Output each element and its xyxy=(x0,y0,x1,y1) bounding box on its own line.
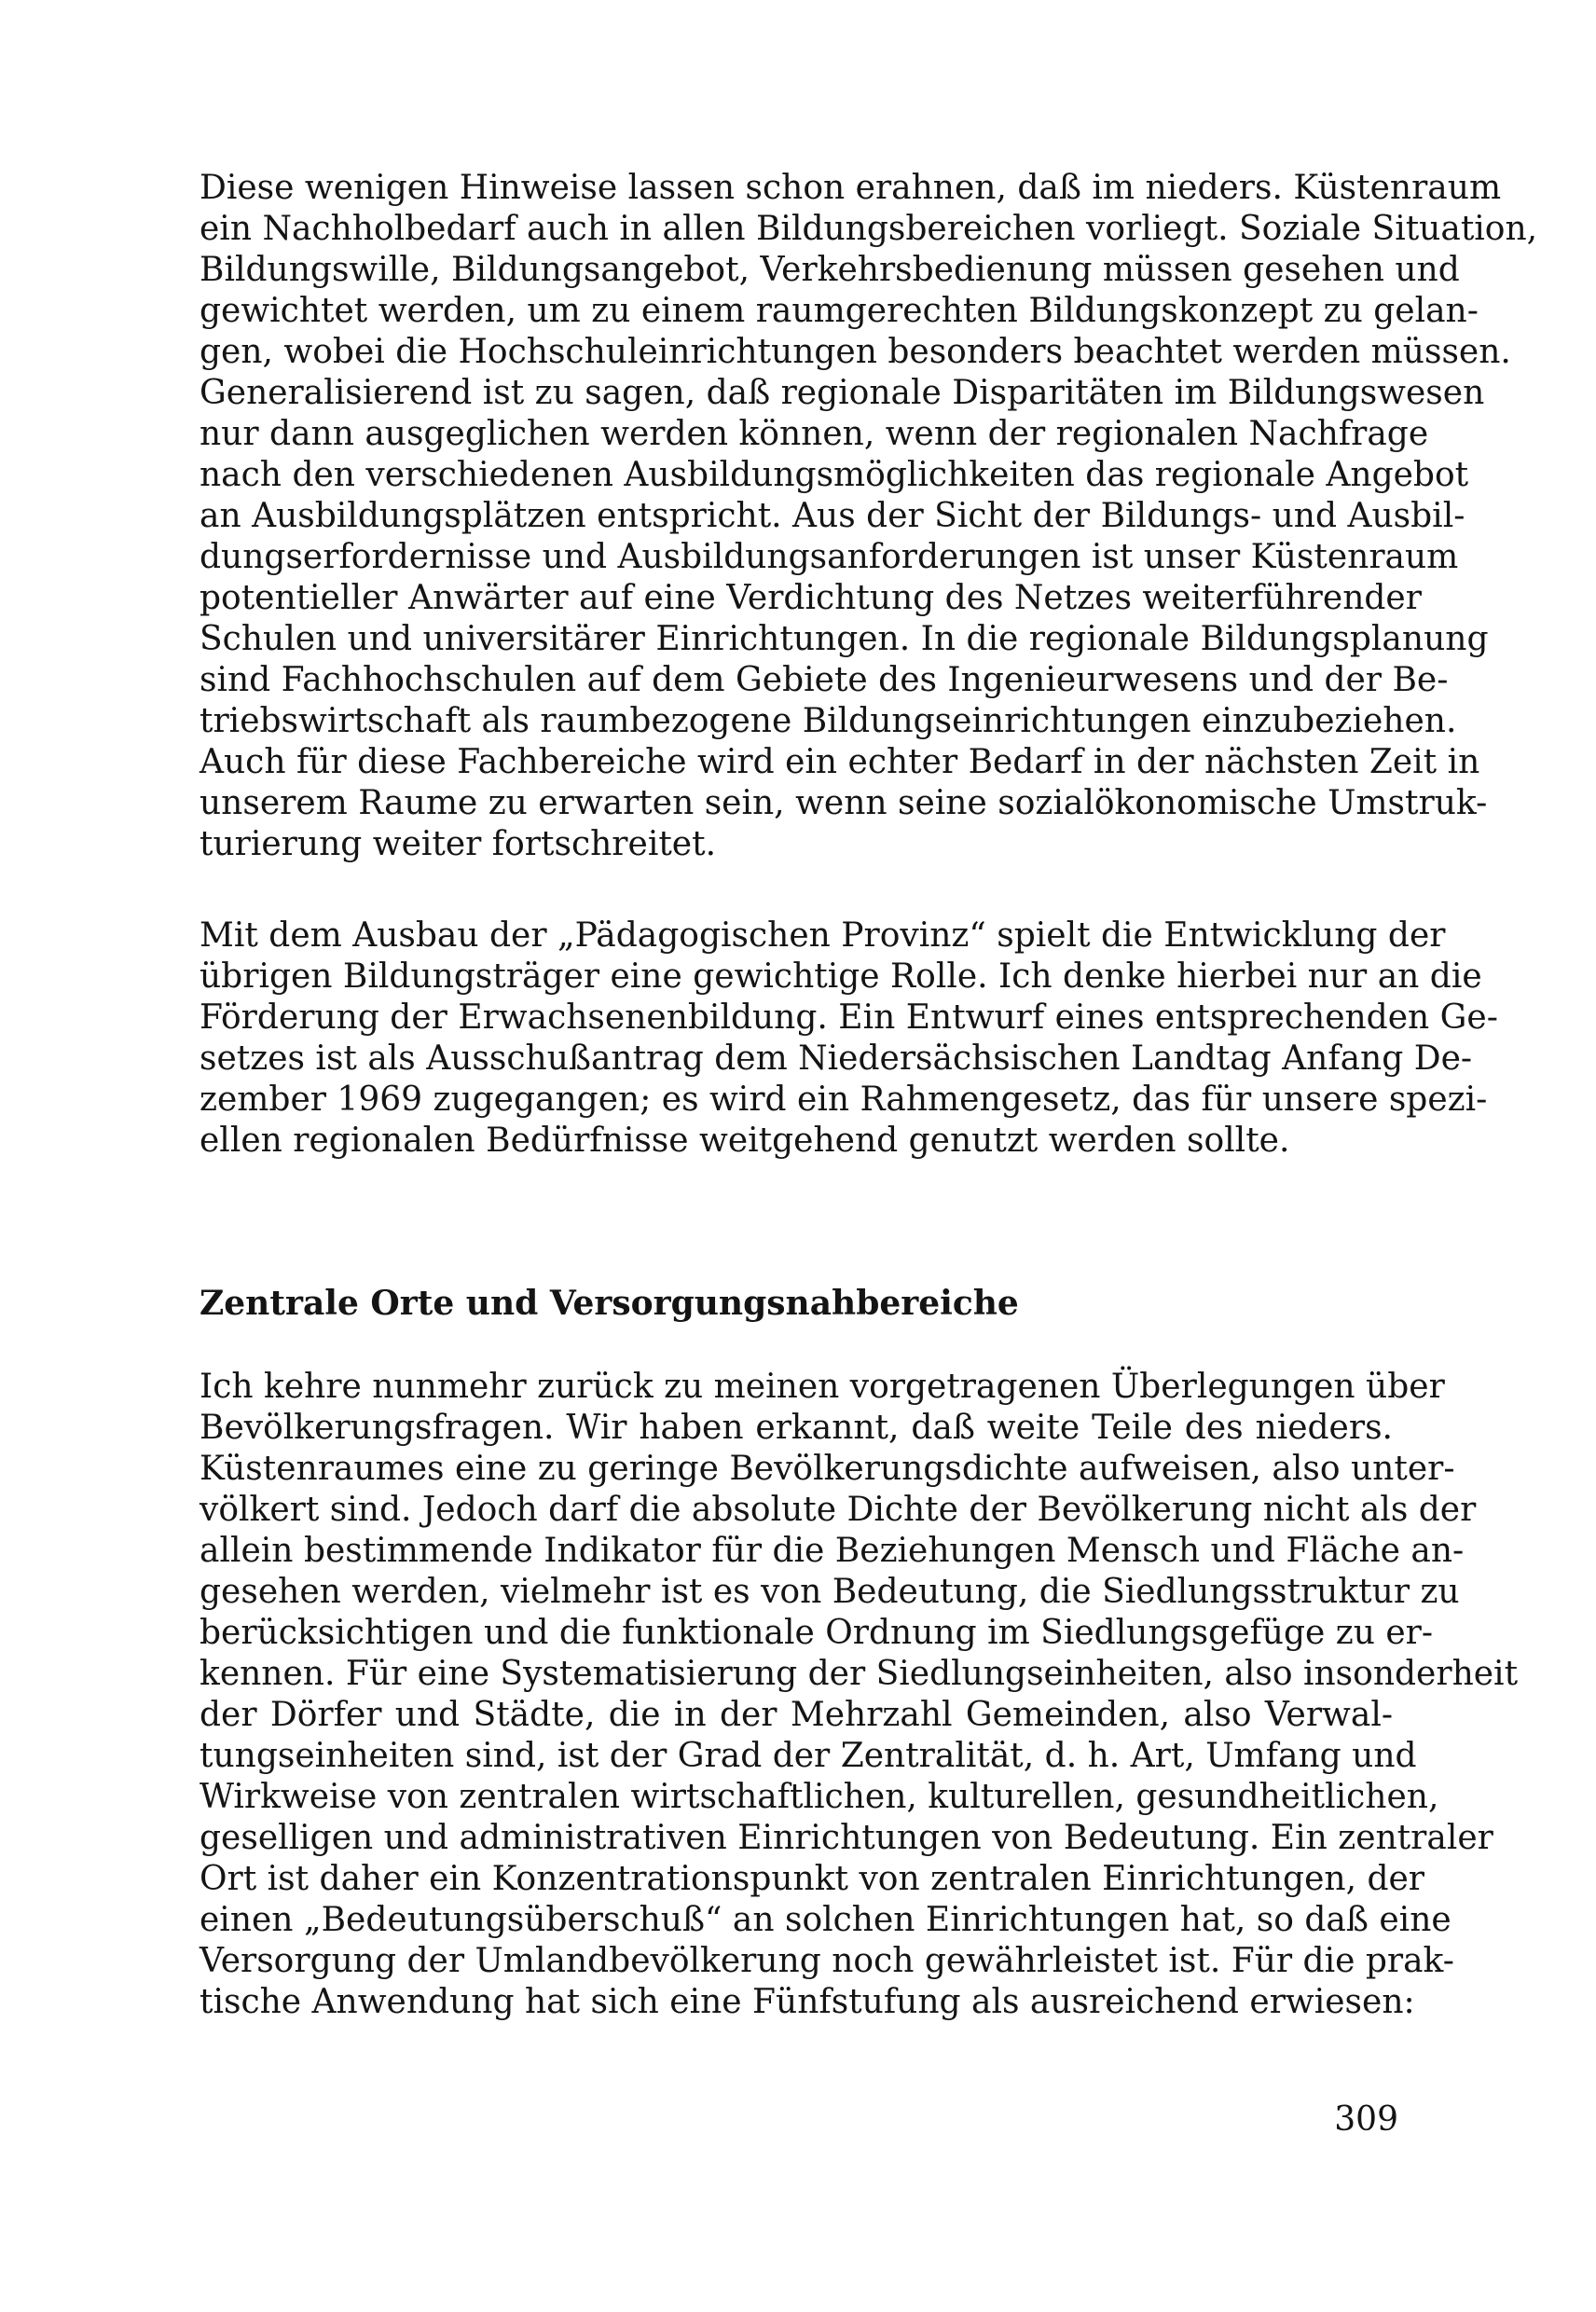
text-line: Auch für diese Fachbereiche wird ein echter Bedarf in der nächsten Zeit in xyxy=(200,743,1480,781)
text-line: unserem Raume zu erwarten sein, wenn seine sozialökonomische Umstruk- xyxy=(200,784,1488,822)
text-line: Küstenraumes eine zu geringe Bevölkerungsdichte aufweisen, also unter- xyxy=(200,1450,1455,1488)
text-line: Versorgung der Umlandbevölkerung noch gewährleistet ist. Für die prak- xyxy=(200,1942,1454,1980)
section-heading: Zentrale Orte und Versorgungsnahbereiche xyxy=(200,1284,1019,1323)
text-line: kennen. Für eine Systematisierung der Siedlungseinheiten, also insonderheit xyxy=(200,1655,1519,1693)
text-line: dungserfordernisse und Ausbildungsanforderungen ist unser Küstenraum xyxy=(200,538,1459,576)
text-line: Mit dem Ausbau der „Pädagogischen Provinz“ spielt die Entwicklung der xyxy=(200,916,1446,955)
text-line: übrigen Bildungsträger eine gewichtige Rolle. Ich denke hierbei nur an die xyxy=(200,957,1482,996)
text-line: triebswirtschaft als raumbezogene Bildungseinrichtungen einzubeziehen. xyxy=(200,702,1457,740)
text-line: ein Nachholbedarf auch in allen Bildungsbereichen vorliegt. Soziale Situation, xyxy=(200,210,1538,248)
text-line: allein bestimmende Indikator für die Beziehungen Mensch und Fläche an- xyxy=(200,1532,1465,1570)
text-line: Schulen und universitärer Einrichtungen. In die regionale Bildungsplanung xyxy=(200,620,1489,658)
text-line: Wirkweise von zentralen wirtschaftlichen, kulturellen, gesundheitlichen, xyxy=(200,1778,1439,1816)
text-line: setzes ist als Ausschußantrag dem Niedersächsischen Landtag Anfang De- xyxy=(200,1039,1473,1078)
text-line: berücksichtigen und die funktionale Ordnung im Siedlungsgefüge zu er- xyxy=(200,1614,1434,1652)
text-line: nur dann ausgeglichen werden können, wenn der regionalen Nachfrage xyxy=(200,415,1429,453)
text-line: gesehen werden, vielmehr ist es von Bedeutung, die Siedlungsstruktur zu xyxy=(200,1573,1460,1611)
text-line: der Dörfer und Städte, die in der Mehrzahl Gemeinden, also Verwal- xyxy=(200,1696,1393,1734)
paragraph-2 xyxy=(200,915,1498,1163)
text-line: potentieller Anwärter auf eine Verdichtung des Netzes weiterführender xyxy=(200,579,1422,617)
text-line: Generalisierend ist zu sagen, daß regionale Disparitäten im Bildungswesen xyxy=(200,374,1485,412)
text-line: ellen regionalen Bedürfnisse weitgehend genutzt werden sollte. xyxy=(200,1122,1290,1160)
text-line: Förderung der Erwachsenenbildung. Ein Entwurf eines entsprechenden Ge- xyxy=(200,998,1498,1037)
text-line: gewichtet werden, um zu einem raumgerechten Bildungskonzept zu gelan- xyxy=(200,292,1479,330)
text-line: Diese wenigen Hinweise lassen schon erahnen, daß im nieders. Küstenraum xyxy=(200,169,1502,207)
text-line: gen, wobei die Hochschuleinrichtungen besonders beachtet werden müssen. xyxy=(200,333,1511,371)
text-line: Bildungswille, Bildungsangebot, Verkehrsbedienung müssen gesehen und xyxy=(200,251,1460,289)
text-line: sind Fachhochschulen auf dem Gebiete des Ingenieurwesens und der Be- xyxy=(200,661,1449,699)
page-number: 309 xyxy=(1334,2100,1398,2139)
text-line: turierung weiter fortschreitet. xyxy=(200,825,717,863)
text-line: zember 1969 zugegangen; es wird ein Rahmengesetz, das für unsere spezi- xyxy=(200,1080,1488,1119)
text-line: tungseinheiten sind, ist der Grad der Zentralität, d. h. Art, Umfang und xyxy=(200,1737,1417,1775)
paragraph-3 xyxy=(200,1367,1519,2025)
paragraph-1 xyxy=(200,168,1538,867)
text-line: Ort ist daher ein Konzentrationspunkt von zentralen Einrichtungen, der xyxy=(200,1860,1425,1898)
text-line: Ich kehre nunmehr zurück zu meinen vorgetragenen Überlegungen über xyxy=(200,1368,1445,1406)
text-line: geselligen und administrativen Einrichtungen von Bedeutung. Ein zentraler xyxy=(200,1819,1493,1857)
text-line: Bevölkerungsfragen. Wir haben erkannt, daß weite Teile des nieders. xyxy=(200,1409,1393,1447)
text-line: tische Anwendung hat sich eine Fünfstufung als ausreichend erwiesen: xyxy=(200,1983,1415,2021)
text-line: völkert sind. Jedoch darf die absolute Dichte der Bevölkerung nicht als der xyxy=(200,1491,1477,1529)
section-heading-block xyxy=(200,1283,1393,1328)
text-line: nach den verschiedenen Ausbildungsmöglichkeiten das regionale Angebot xyxy=(200,456,1469,494)
text-line: an Ausbildungsplätzen entspricht. Aus der Sicht der Bildungs- und Ausbil- xyxy=(200,497,1465,535)
text-line: einen „Bedeutungsüberschuß“ an solchen Einrichtungen hat, so daß eine xyxy=(200,1901,1452,1939)
